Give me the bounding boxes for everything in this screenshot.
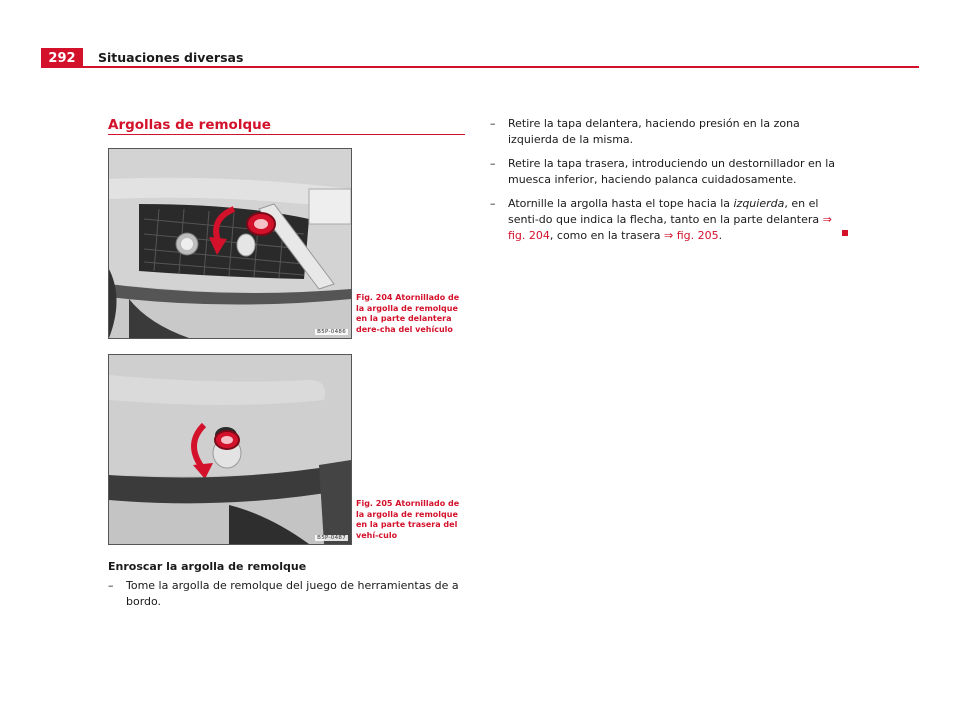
section-end-mark-icon (842, 230, 848, 236)
step-text (508, 196, 850, 244)
figure-front-towing-eye (108, 148, 352, 339)
emphasis-text: izquierda (733, 197, 785, 210)
step-text-part: . (718, 229, 723, 242)
chapter-title: Situaciones diversas (98, 50, 244, 65)
step-text: Tome la argolla de remolque del juego de herramientas de a bordo. (126, 579, 459, 608)
figure-code: B5P-0487 (317, 535, 346, 541)
front-bumper-illustration (109, 149, 351, 338)
step-dash: – (490, 157, 496, 170)
step-2 (490, 116, 850, 148)
section-rule (108, 134, 465, 135)
subheading: Enroscar la argolla de remolque (108, 560, 307, 573)
figure-reference-link[interactable]: ⇒ fig. 204 (508, 213, 832, 242)
step-text-part: , como en la trasera (549, 229, 664, 242)
step-1 (108, 578, 466, 610)
header-rule (41, 66, 919, 68)
figure-reference-link[interactable]: ⇒ fig. 205 (663, 229, 719, 242)
figure-code: B5P-0486 (317, 329, 346, 335)
figure-rear-towing-eye (108, 354, 352, 545)
section-title: Argollas de remolque (108, 117, 271, 133)
figure-caption: Fig. 205 Atornillado de la argolla de remolque en la parte trasera del vehí-culo (356, 499, 460, 540)
page-number: 292 (41, 48, 83, 68)
rear-bumper-illustration (109, 355, 351, 544)
step-dash: – (108, 579, 114, 592)
step-text-part: Atornille la argolla hasta el tope hacia la (508, 197, 734, 210)
step-text-part: , en el senti-do que indica la flecha, tanto en la parte delantera (508, 197, 823, 226)
step-4 (490, 196, 850, 244)
step-text: Retire la tapa trasera, introduciendo un destornillador en la muesca inferior, haciendo palanca cuidadosamente. (508, 157, 836, 186)
step-dash: – (490, 117, 496, 130)
figure-caption: Fig. 204 Atornillado de la argolla de remolque en la parte delantera dere-cha del vehículo (356, 293, 460, 334)
step-dash: – (490, 197, 496, 210)
step-3 (490, 156, 850, 188)
step-text: Retire la tapa delantera, haciendo presión en la zona izquierda de la misma. (508, 117, 800, 146)
